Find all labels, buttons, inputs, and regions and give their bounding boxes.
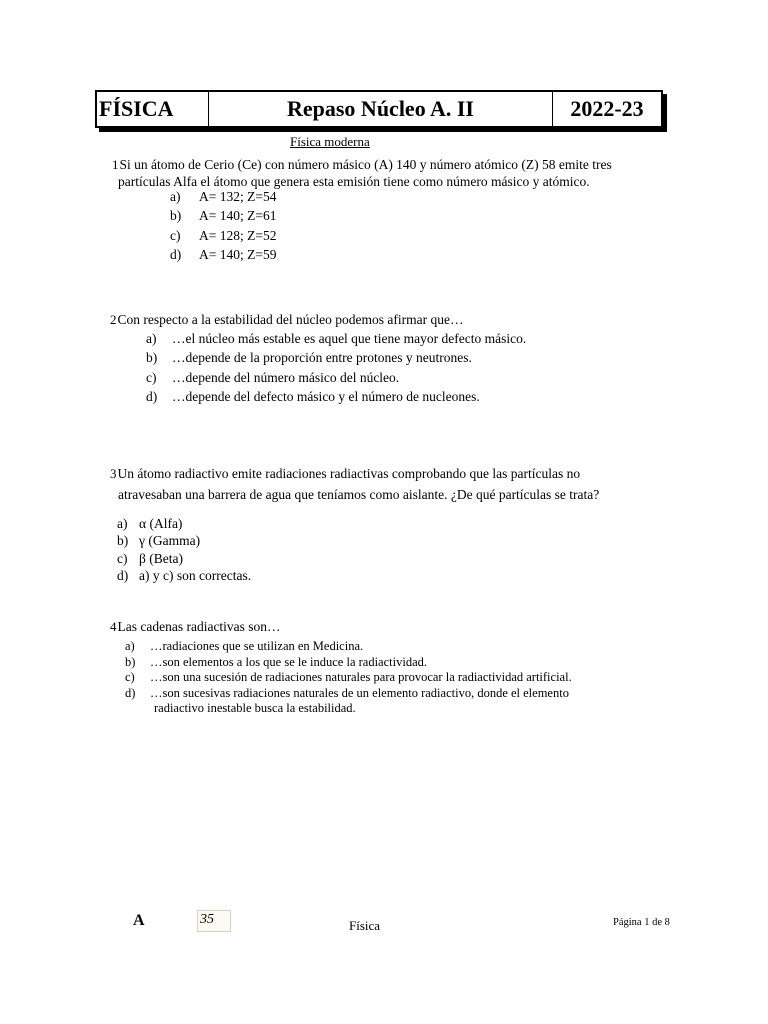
option-letter: c) <box>125 670 135 685</box>
option-c <box>146 368 526 388</box>
question-4-options <box>125 639 572 717</box>
question-number: 2 <box>110 312 117 327</box>
option-a <box>146 329 526 349</box>
footer-score-box: 35 <box>197 910 231 932</box>
question-1-line2: partículas Alfa el átomo que genera esta emisión tiene como número másico y atómico. <box>118 174 590 189</box>
option-text: a) y c) son correctas. <box>139 568 252 584</box>
option-text: …son sucesivas radiaciones naturales de un elemento radiactivo, donde el elemento <box>150 685 569 700</box>
header-year: 2022-23 <box>570 96 644 121</box>
option-letter: a) <box>146 330 157 346</box>
option-letter: a) <box>117 515 128 531</box>
question-4 <box>110 618 281 635</box>
option-text: A= 132; Z=54 <box>199 188 277 204</box>
header-title: Repaso Núcleo A. II <box>209 92 553 126</box>
question-1 <box>112 156 612 190</box>
question-3-line1 <box>110 463 599 484</box>
option-b <box>125 655 572 671</box>
option-text: γ (Gamma) <box>139 533 201 549</box>
option-b <box>170 207 276 227</box>
option-d <box>170 246 276 266</box>
option-letter: a) <box>170 188 181 204</box>
question-text: Un átomo radiactivo emite radiaciones radiactivas comprobando que las partículas no <box>117 466 581 481</box>
option-a <box>170 187 276 207</box>
question-text: Si un átomo de Cerio (Ce) con número másico (A) 140 y número atómico (Z) 58 emite tres <box>119 157 612 172</box>
option-text: …son una sucesión de radiaciones naturales para provocar la radiactividad artificial. <box>150 670 572 685</box>
subtitle: Física moderna <box>290 134 370 149</box>
header-box <box>95 90 663 128</box>
option-letter: b) <box>125 654 136 669</box>
option-b <box>117 533 251 551</box>
option-letter: c) <box>170 227 181 243</box>
option-text: A= 140; Z=61 <box>199 208 277 224</box>
question-2-line1 <box>110 311 464 328</box>
option-d-continuation: radiactivo inestable busca la estabilidad. <box>154 701 356 716</box>
option-a <box>117 515 251 533</box>
question-text: Con respecto a la estabilidad del núcleo podemos afirmar que… <box>117 312 464 327</box>
footer-page-number: Página 1 de 8 <box>613 917 670 928</box>
question-1-line1 <box>112 156 612 173</box>
option-letter: c) <box>117 550 128 566</box>
question-3-options <box>117 515 251 585</box>
option-letter: b) <box>146 350 158 366</box>
question-text: Las cadenas radiactivas son… <box>117 619 281 634</box>
option-text: β (Beta) <box>139 550 183 566</box>
question-number: 4 <box>110 619 117 634</box>
option-text: …son elementos a los que se le induce la radiactividad. <box>150 654 427 669</box>
option-d <box>117 568 251 586</box>
option-letter: c) <box>146 369 157 385</box>
question-3-line2: atravesaban una barrera de agua que teníamos como aislante. ¿De qué partículas se trata? <box>118 487 600 502</box>
footer-letter: A <box>133 912 145 929</box>
option-b <box>146 349 526 369</box>
question-number: 1 <box>112 157 119 172</box>
option-text: α (Alfa) <box>139 515 183 531</box>
question-3 <box>110 463 599 505</box>
option-text: …depende del número másico del núcleo. <box>172 369 400 385</box>
option-text: …depende de la proporción entre protones y neutrones. <box>172 350 472 366</box>
option-letter: d) <box>117 568 129 584</box>
option-letter: a) <box>125 639 135 654</box>
option-a <box>125 639 572 655</box>
question-2-options <box>146 329 526 407</box>
option-letter: d) <box>125 685 136 700</box>
option-text: …radiaciones que se utilizan en Medicina. <box>150 639 364 654</box>
option-c <box>117 550 251 568</box>
option-letter: d) <box>170 247 182 263</box>
header-subject: FÍSICA <box>97 92 209 126</box>
option-letter: d) <box>146 389 158 405</box>
question-4-line1 <box>110 618 281 635</box>
option-text: …depende del defecto másico y el número de nucleones. <box>172 389 480 405</box>
option-c <box>125 670 572 686</box>
option-d <box>146 388 526 408</box>
option-letter: b) <box>170 208 182 224</box>
option-text: …el núcleo más estable es aquel que tiene mayor defecto másico. <box>172 330 527 346</box>
option-c <box>170 226 276 246</box>
footer-subject: Física <box>349 918 381 933</box>
option-letter: b) <box>117 533 129 549</box>
option-d <box>125 686 572 702</box>
option-text: A= 140; Z=59 <box>199 247 277 263</box>
question-1-options <box>170 187 276 265</box>
question-number: 3 <box>110 466 117 481</box>
question-2 <box>110 311 464 328</box>
option-text: A= 128; Z=52 <box>199 227 277 243</box>
